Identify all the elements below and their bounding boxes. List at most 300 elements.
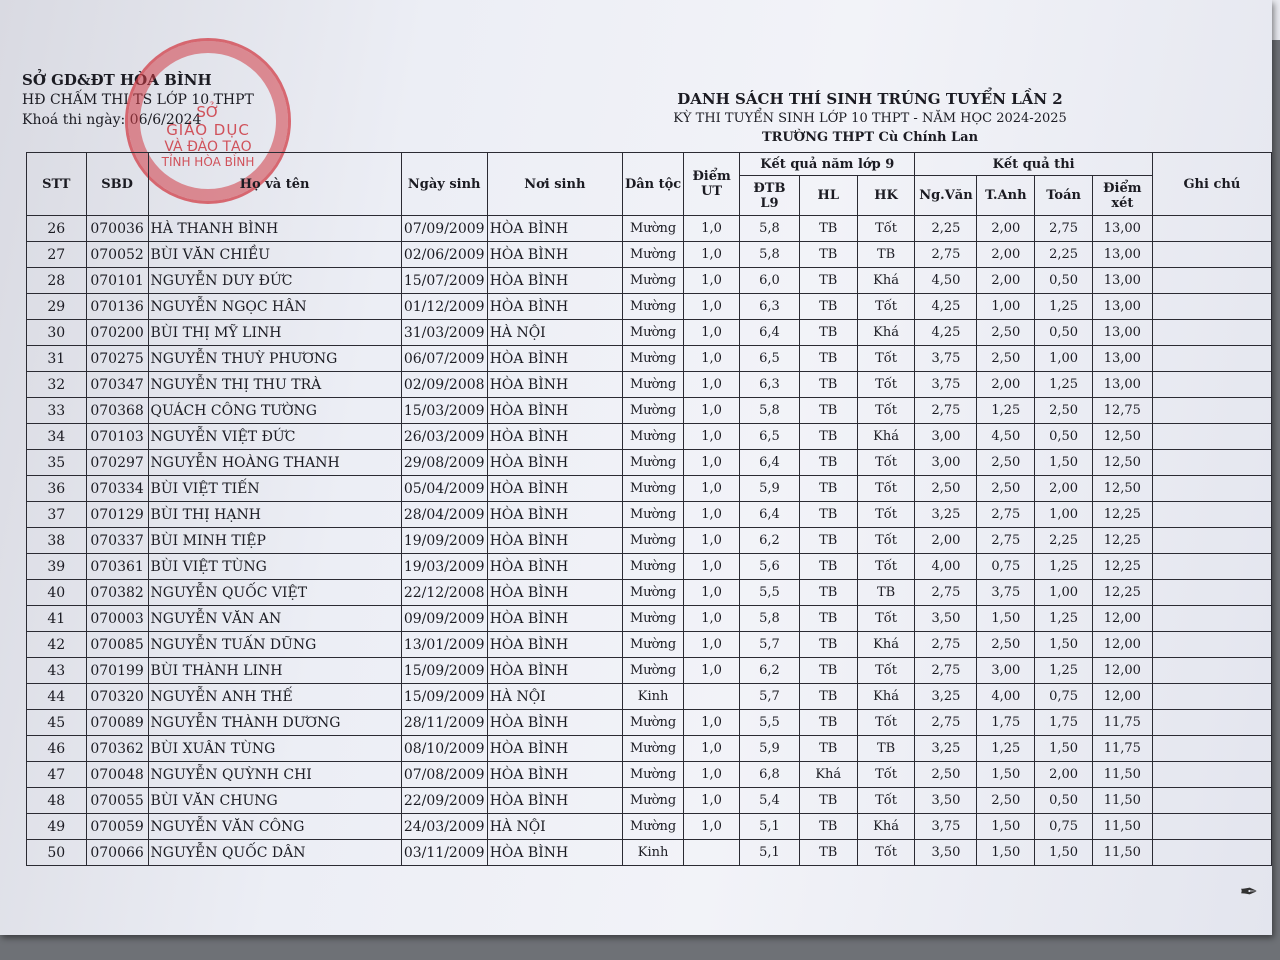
cell-dob: 02/09/2008 (401, 372, 487, 398)
cell-dob: 15/03/2009 (401, 398, 487, 424)
cell-sbd: 070055 (86, 788, 148, 814)
cell-english: 2,75 (977, 528, 1035, 554)
cell-dtb: 5,1 (740, 814, 800, 840)
cell-literature: 3,00 (915, 450, 977, 476)
cell-score: 12,00 (1092, 606, 1152, 632)
cell-note (1152, 528, 1271, 554)
cell-ethnicity: Kinh (622, 840, 683, 866)
cell-priority: 1,0 (684, 554, 740, 580)
cell-dob: 13/01/2009 (401, 632, 487, 658)
cell-priority: 1,0 (684, 216, 740, 242)
exam-council: HĐ CHẤM THI TS LỚP 10 THPT (22, 92, 254, 108)
cell-dob: 06/07/2009 (401, 346, 487, 372)
cell-hl: TB (799, 398, 857, 424)
table-row (27, 580, 1272, 606)
cell-stt: 28 (27, 268, 87, 294)
cell-dob: 05/04/2009 (401, 476, 487, 502)
cell-ethnicity: Mường (622, 242, 683, 268)
col-priority-l2: UT (701, 184, 723, 199)
cell-hl: TB (799, 606, 857, 632)
cell-score: 12,25 (1092, 554, 1152, 580)
cell-score: 11,75 (1092, 710, 1152, 736)
cell-stt: 26 (27, 216, 87, 242)
col-stt: STT (27, 153, 87, 216)
cell-literature: 3,50 (915, 606, 977, 632)
cell-stt: 39 (27, 554, 87, 580)
cell-math: 0,50 (1035, 788, 1093, 814)
cell-english: 2,50 (977, 320, 1035, 346)
cell-name: NGUYỄN HOÀNG THANH (148, 450, 401, 476)
cell-note (1152, 554, 1271, 580)
cell-dtb: 6,4 (740, 320, 800, 346)
cell-priority: 1,0 (684, 762, 740, 788)
cell-sbd: 070347 (86, 372, 148, 398)
cell-dtb: 5,5 (740, 710, 800, 736)
cell-english: 3,00 (977, 658, 1035, 684)
cell-note (1152, 502, 1271, 528)
cell-english: 1,50 (977, 606, 1035, 632)
cell-score: 11,50 (1092, 788, 1152, 814)
cell-literature: 2,75 (915, 580, 977, 606)
cell-hl: TB (799, 320, 857, 346)
cell-priority: 1,0 (684, 502, 740, 528)
cell-literature: 2,75 (915, 398, 977, 424)
cell-ethnicity: Mường (622, 346, 683, 372)
cell-hk: Khá (857, 684, 915, 710)
cell-english: 2,50 (977, 476, 1035, 502)
cell-math: 2,00 (1035, 476, 1093, 502)
cell-hk: Tốt (857, 372, 915, 398)
cell-hl: TB (799, 346, 857, 372)
cell-dtb: 6,4 (740, 502, 800, 528)
org-name: SỞ GD&ĐT HÒA BÌNH (22, 71, 212, 89)
cell-birthplace: HÒA BÌNH (487, 788, 622, 814)
table-row (27, 840, 1272, 866)
col-priority-l1: Điểm (692, 169, 731, 184)
col-hk: HK (857, 176, 915, 216)
col-note: Ghi chú (1152, 153, 1271, 216)
cell-sbd: 070199 (86, 658, 148, 684)
table-row (27, 502, 1272, 528)
cell-stt: 37 (27, 502, 87, 528)
document-title: DANH SÁCH THÍ SINH TRÚNG TUYỂN LẦN 2 (677, 90, 1063, 108)
cell-birthplace: HÒA BÌNH (487, 840, 622, 866)
cell-priority: 1,0 (684, 606, 740, 632)
cell-score: 11,75 (1092, 736, 1152, 762)
cell-hl: TB (799, 372, 857, 398)
cell-sbd: 070382 (86, 580, 148, 606)
cell-math: 1,00 (1035, 580, 1093, 606)
cell-math: 2,75 (1035, 216, 1093, 242)
cell-ethnicity: Mường (622, 372, 683, 398)
cell-dtb: 6,2 (740, 658, 800, 684)
cell-priority: 1,0 (684, 476, 740, 502)
cell-literature: 3,75 (915, 814, 977, 840)
col-name: Họ và tên (148, 153, 401, 216)
cell-priority: 1,0 (684, 372, 740, 398)
cell-birthplace: HÒA BÌNH (487, 606, 622, 632)
cell-birthplace: HÀ NỘI (487, 814, 622, 840)
cell-ethnicity: Mường (622, 476, 683, 502)
cell-hk: Khá (857, 268, 915, 294)
cell-dob: 15/07/2009 (401, 268, 487, 294)
cell-stt: 40 (27, 580, 87, 606)
cell-birthplace: HÀ NỘI (487, 320, 622, 346)
cell-hl: TB (799, 840, 857, 866)
cell-hl: TB (799, 814, 857, 840)
cell-dtb: 5,7 (740, 632, 800, 658)
cell-english: 2,50 (977, 346, 1035, 372)
cell-dob: 22/09/2009 (401, 788, 487, 814)
cell-birthplace: HÒA BÌNH (487, 450, 622, 476)
cell-hk: Tốt (857, 476, 915, 502)
col-dtb-l1: ĐTB (753, 180, 786, 196)
cell-hl: TB (799, 476, 857, 502)
col-dtb (740, 176, 800, 216)
cell-stt: 31 (27, 346, 87, 372)
cell-hk: Tốt (857, 658, 915, 684)
cell-dob: 31/03/2009 (401, 320, 487, 346)
cell-dob: 24/03/2009 (401, 814, 487, 840)
cell-dob: 22/12/2008 (401, 580, 487, 606)
cell-ethnicity: Mường (622, 606, 683, 632)
cell-math: 0,75 (1035, 684, 1093, 710)
cell-literature: 4,50 (915, 268, 977, 294)
cell-name: QUÁCH CÔNG TƯỜNG (148, 398, 401, 424)
col-sbd: SBD (86, 153, 148, 216)
col-dtb-l2: L9 (760, 195, 779, 211)
cell-ethnicity: Mường (622, 450, 683, 476)
cell-english: 2,00 (977, 268, 1035, 294)
cell-name: BÙI VĂN CHUNG (148, 788, 401, 814)
cell-hl: TB (799, 658, 857, 684)
cell-hk: Tốt (857, 554, 915, 580)
cell-dob: 08/10/2009 (401, 736, 487, 762)
cell-note (1152, 398, 1271, 424)
cell-dtb: 5,9 (740, 736, 800, 762)
cell-literature: 2,50 (915, 476, 977, 502)
cell-dtb: 5,6 (740, 554, 800, 580)
cell-sbd: 070052 (86, 242, 148, 268)
table-row (27, 398, 1272, 424)
cell-dtb: 5,8 (740, 216, 800, 242)
cell-note (1152, 658, 1271, 684)
table-row (27, 346, 1272, 372)
col-literature: Ng.Văn (915, 176, 977, 216)
cell-ethnicity: Mường (622, 294, 683, 320)
cell-hl: TB (799, 424, 857, 450)
table-row (27, 294, 1272, 320)
cell-english: 4,50 (977, 424, 1035, 450)
cell-dtb: 6,3 (740, 372, 800, 398)
cell-dob: 09/09/2009 (401, 606, 487, 632)
col-birthplace: Nơi sinh (487, 153, 622, 216)
cell-hl: TB (799, 528, 857, 554)
cell-stt: 49 (27, 814, 87, 840)
cell-score: 12,50 (1092, 450, 1152, 476)
cell-dob: 01/12/2009 (401, 294, 487, 320)
admission-table (26, 152, 1272, 866)
cell-note (1152, 372, 1271, 398)
cell-literature: 2,75 (915, 658, 977, 684)
cell-dob: 03/11/2009 (401, 840, 487, 866)
cell-birthplace: HÒA BÌNH (487, 398, 622, 424)
cell-english: 2,00 (977, 372, 1035, 398)
cell-score: 12,25 (1092, 528, 1152, 554)
cell-ethnicity: Mường (622, 814, 683, 840)
cell-sbd: 070101 (86, 268, 148, 294)
cell-note (1152, 788, 1271, 814)
cell-dtb: 6,2 (740, 528, 800, 554)
cell-dtb: 5,7 (740, 684, 800, 710)
table-row (27, 736, 1272, 762)
cell-hk: Tốt (857, 502, 915, 528)
cell-literature: 2,25 (915, 216, 977, 242)
cell-english: 1,50 (977, 840, 1035, 866)
cell-math: 1,00 (1035, 502, 1093, 528)
cell-stt: 38 (27, 528, 87, 554)
cell-english: 3,75 (977, 580, 1035, 606)
cell-english: 1,75 (977, 710, 1035, 736)
cell-name: NGUYỄN THỊ THU TRÀ (148, 372, 401, 398)
cell-birthplace: HÒA BÌNH (487, 424, 622, 450)
cell-name: BÙI VĂN CHIỀU (148, 242, 401, 268)
cell-sbd: 070066 (86, 840, 148, 866)
cell-hl: TB (799, 580, 857, 606)
cell-literature: 3,75 (915, 372, 977, 398)
cell-ethnicity: Mường (622, 580, 683, 606)
cell-stt: 33 (27, 398, 87, 424)
cell-birthplace: HÒA BÌNH (487, 502, 622, 528)
table-row (27, 554, 1272, 580)
cell-math: 1,25 (1035, 554, 1093, 580)
cell-sbd: 070003 (86, 606, 148, 632)
cell-english: 2,50 (977, 450, 1035, 476)
cell-english: 2,00 (977, 216, 1035, 242)
table-row (27, 528, 1272, 554)
cell-priority: 1,0 (684, 294, 740, 320)
cell-dob: 15/09/2009 (401, 684, 487, 710)
cell-hk: Tốt (857, 606, 915, 632)
cell-priority: 1,0 (684, 320, 740, 346)
cell-priority: 1,0 (684, 788, 740, 814)
table-row (27, 268, 1272, 294)
table-row (27, 424, 1272, 450)
cell-priority: 1,0 (684, 242, 740, 268)
corner-pen-mark: ✒ (1239, 880, 1258, 905)
cell-sbd: 070361 (86, 554, 148, 580)
cell-score: 13,00 (1092, 320, 1152, 346)
cell-priority: 1,0 (684, 398, 740, 424)
cell-birthplace: HÒA BÌNH (487, 528, 622, 554)
table-row (27, 658, 1272, 684)
cell-math: 1,50 (1035, 450, 1093, 476)
cell-literature: 2,75 (915, 710, 977, 736)
cell-math: 1,00 (1035, 346, 1093, 372)
cell-ethnicity: Mường (622, 528, 683, 554)
cell-hk: Tốt (857, 450, 915, 476)
cell-stt: 50 (27, 840, 87, 866)
cell-name: BÙI XUÂN TÙNG (148, 736, 401, 762)
exam-date: Khoá thi ngày: 06/6/2024 (22, 112, 202, 128)
cell-stt: 27 (27, 242, 87, 268)
cell-english: 1,50 (977, 762, 1035, 788)
cell-score: 12,50 (1092, 424, 1152, 450)
cell-note (1152, 216, 1271, 242)
cell-birthplace: HÀ NỘI (487, 684, 622, 710)
cell-priority: 1,0 (684, 580, 740, 606)
cell-name: NGUYỄN VIỆT ĐỨC (148, 424, 401, 450)
col-exam-group: Kết quả thi (915, 153, 1152, 176)
cell-birthplace: HÒA BÌNH (487, 632, 622, 658)
cell-hl: TB (799, 710, 857, 736)
cell-note (1152, 606, 1271, 632)
cell-sbd: 070200 (86, 320, 148, 346)
cell-score: 12,25 (1092, 580, 1152, 606)
cell-dob: 19/09/2009 (401, 528, 487, 554)
cell-name: NGUYỄN NGỌC HÂN (148, 294, 401, 320)
cell-note (1152, 450, 1271, 476)
cell-english: 1,25 (977, 398, 1035, 424)
cell-note (1152, 268, 1271, 294)
table-row (27, 320, 1272, 346)
cell-ethnicity: Mường (622, 762, 683, 788)
cell-name: BÙI THỊ HẠNH (148, 502, 401, 528)
cell-name: NGUYỄN QUỐC VIỆT (148, 580, 401, 606)
cell-math: 1,50 (1035, 632, 1093, 658)
cell-hk: Tốt (857, 840, 915, 866)
table-row (27, 216, 1272, 242)
cell-dtb: 6,4 (740, 450, 800, 476)
cell-birthplace: HÒA BÌNH (487, 554, 622, 580)
table-row (27, 684, 1272, 710)
cell-score: 13,00 (1092, 372, 1152, 398)
cell-priority: 1,0 (684, 658, 740, 684)
cell-note (1152, 710, 1271, 736)
col-math: Toán (1035, 176, 1093, 216)
cell-math: 2,00 (1035, 762, 1093, 788)
cell-note (1152, 294, 1271, 320)
cell-math: 2,25 (1035, 528, 1093, 554)
table-header (27, 153, 1272, 216)
cell-dtb: 6,3 (740, 294, 800, 320)
cell-literature: 2,75 (915, 632, 977, 658)
cell-math: 0,50 (1035, 268, 1093, 294)
cell-sbd: 070103 (86, 424, 148, 450)
cell-note (1152, 840, 1271, 866)
cell-birthplace: HÒA BÌNH (487, 476, 622, 502)
cell-name: NGUYỄN THUỲ PHƯƠNG (148, 346, 401, 372)
cell-priority (684, 684, 740, 710)
cell-stt: 36 (27, 476, 87, 502)
cell-sbd: 070036 (86, 216, 148, 242)
cell-ethnicity: Kinh (622, 684, 683, 710)
cell-name: NGUYỄN THÀNH DƯƠNG (148, 710, 401, 736)
cell-hl: Khá (799, 762, 857, 788)
cell-priority: 1,0 (684, 268, 740, 294)
cell-hl: TB (799, 736, 857, 762)
cell-hl: TB (799, 242, 857, 268)
cell-sbd: 070085 (86, 632, 148, 658)
cell-name: NGUYỄN VĂN CÔNG (148, 814, 401, 840)
cell-hk: Tốt (857, 710, 915, 736)
cell-birthplace: HÒA BÌNH (487, 658, 622, 684)
seal-line-1: SỞ (196, 103, 220, 121)
cell-hl: TB (799, 554, 857, 580)
cell-sbd: 070059 (86, 814, 148, 840)
cell-sbd: 070048 (86, 762, 148, 788)
col-score-l2: xét (1111, 195, 1134, 211)
cell-note (1152, 424, 1271, 450)
cell-sbd: 070337 (86, 528, 148, 554)
cell-name: NGUYỄN DUY ĐỨC (148, 268, 401, 294)
cell-hl: TB (799, 294, 857, 320)
col-score (1092, 176, 1152, 216)
cell-dob: 28/04/2009 (401, 502, 487, 528)
cell-birthplace: HÒA BÌNH (487, 736, 622, 762)
cell-sbd: 070129 (86, 502, 148, 528)
cell-stt: 34 (27, 424, 87, 450)
cell-birthplace: HÒA BÌNH (487, 216, 622, 242)
cell-score: 12,00 (1092, 684, 1152, 710)
cell-literature: 2,00 (915, 528, 977, 554)
cell-hk: Tốt (857, 762, 915, 788)
cell-note (1152, 346, 1271, 372)
table-row (27, 762, 1272, 788)
cell-stt: 30 (27, 320, 87, 346)
cell-literature: 4,00 (915, 554, 977, 580)
cell-score: 13,00 (1092, 346, 1152, 372)
cell-birthplace: HÒA BÌNH (487, 580, 622, 606)
cell-sbd: 070368 (86, 398, 148, 424)
table-row (27, 632, 1272, 658)
cell-sbd: 070362 (86, 736, 148, 762)
cell-hl: TB (799, 216, 857, 242)
cell-dtb: 6,5 (740, 424, 800, 450)
cell-ethnicity: Mường (622, 398, 683, 424)
cell-hk: TB (857, 736, 915, 762)
cell-stt: 32 (27, 372, 87, 398)
cell-note (1152, 814, 1271, 840)
cell-birthplace: HÒA BÌNH (487, 294, 622, 320)
cell-birthplace: HÒA BÌNH (487, 268, 622, 294)
cell-score: 11,50 (1092, 840, 1152, 866)
cell-priority: 1,0 (684, 814, 740, 840)
cell-literature: 3,75 (915, 346, 977, 372)
cell-literature: 4,25 (915, 294, 977, 320)
cell-english: 1,50 (977, 814, 1035, 840)
cell-english: 4,00 (977, 684, 1035, 710)
cell-ethnicity: Mường (622, 502, 683, 528)
cell-hk: TB (857, 580, 915, 606)
cell-literature: 3,25 (915, 502, 977, 528)
col-english: T.Anh (977, 176, 1035, 216)
cell-math: 0,50 (1035, 424, 1093, 450)
cell-math: 1,25 (1035, 606, 1093, 632)
cell-english: 2,75 (977, 502, 1035, 528)
cell-stt: 35 (27, 450, 87, 476)
cell-math: 1,25 (1035, 658, 1093, 684)
cell-name: BÙI THÀNH LINH (148, 658, 401, 684)
cell-math: 1,25 (1035, 294, 1093, 320)
cell-math: 2,25 (1035, 242, 1093, 268)
cell-stt: 47 (27, 762, 87, 788)
table-row (27, 372, 1272, 398)
cell-dtb: 6,5 (740, 346, 800, 372)
cell-ethnicity: Mường (622, 424, 683, 450)
cell-dob: 07/09/2009 (401, 216, 487, 242)
cell-priority: 1,0 (684, 632, 740, 658)
